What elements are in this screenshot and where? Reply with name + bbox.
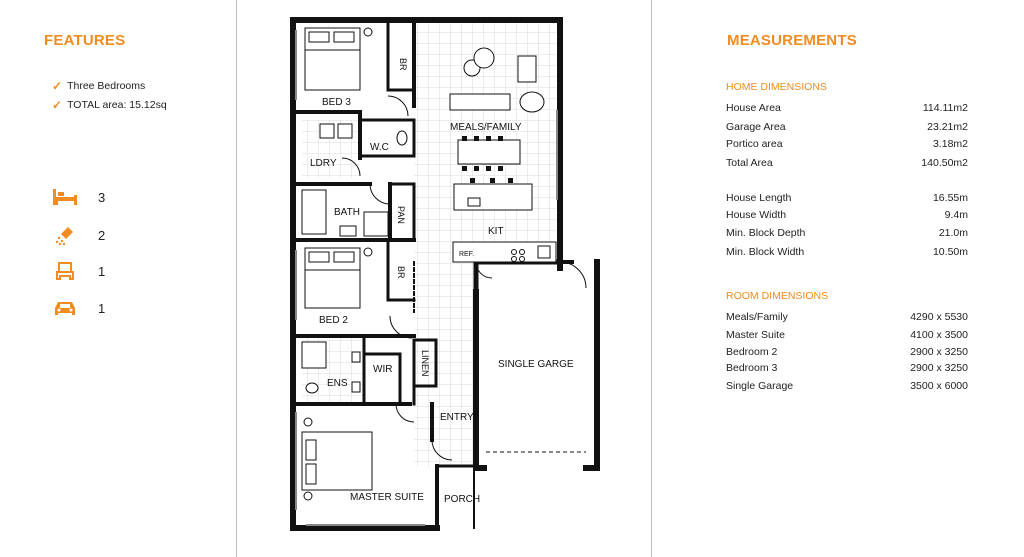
room-label-ref: REF. (459, 251, 475, 258)
right-divider (651, 0, 652, 557)
home-dimensions-heading: HOME DIMENSIONS (726, 81, 827, 93)
measurement-row: House Area 114.11m2 (726, 102, 968, 114)
room-label-br-top: BR (398, 58, 408, 71)
room-label-bath: BATH (334, 207, 360, 218)
room-dimensions-heading: ROOM DIMENSIONS (726, 290, 829, 302)
shower-icon (52, 224, 78, 246)
left-divider (236, 0, 237, 557)
kitchen-island (454, 184, 532, 210)
room-dimension-row: Bedroom 3 2900 x 3250 (726, 362, 968, 374)
room-dimension-row: Single Garage 3500 x 6000 (726, 380, 968, 392)
room-label-linen: LINEN (420, 350, 430, 377)
measurement-row: Portico area 3.18m2 (726, 138, 968, 150)
feature-item: ✓ TOTAL area: 15.12sq (52, 96, 167, 115)
room-label-br-mid: BR (396, 266, 406, 279)
stat-bathrooms: 2 (52, 224, 105, 246)
measurement-row: House Width 9.4m (726, 209, 968, 221)
room-label-master-suite: MASTER SUITE (350, 492, 424, 503)
room-label-single-garage: SINGLE GARGE (498, 359, 574, 370)
measurement-row: Min. Block Depth 21.0m (726, 227, 968, 239)
room-label-ens: ENS (327, 378, 348, 389)
room-dimension-row: Meals/Family 4290 x 5530 (726, 311, 968, 323)
features-list (52, 77, 167, 115)
check-icon: ✓ (52, 79, 63, 93)
measurements-title: MEASUREMENTS (727, 32, 857, 49)
room-label-wir: WIR (373, 364, 393, 375)
room-label-porch: PORCH (444, 494, 481, 505)
room-label-ldry: LDRY (310, 158, 337, 169)
room-label-bed3: BED 3 (322, 97, 351, 108)
room-label-bed2: BED 2 (319, 315, 348, 326)
room-label-wc: W.C (370, 142, 389, 153)
room-label-entry: ENTRY (440, 412, 474, 423)
lounge-chair-icon (52, 260, 78, 282)
room-dimension-row: Master Suite 4100 x 3500 (726, 329, 968, 341)
features-title: FEATURES (44, 32, 126, 49)
measurement-row: House Length 16.55m (726, 192, 968, 204)
bed-icon (52, 186, 78, 208)
stat-bedrooms: 3 (52, 186, 105, 208)
feature-item: ✓ Three Bedrooms (52, 77, 167, 96)
room-label-kit: KIT (488, 226, 504, 237)
room-dimension-row: Bedroom 2 2900 x 3250 (726, 346, 968, 358)
car-icon (52, 297, 78, 319)
stat-garage: 1 (52, 297, 105, 319)
measurement-row: Garage Area 23.21m2 (726, 121, 968, 133)
room-label-meals-family: MEALS/FAMILY (450, 122, 522, 133)
floor-plan (283, 12, 613, 532)
measurement-row: Total Area 140.50m2 (726, 157, 968, 169)
measurement-row: Min. Block Width 10.50m (726, 246, 968, 258)
room-label-pan: PAN (396, 206, 406, 224)
check-icon: ✓ (52, 98, 63, 112)
stat-living: 1 (52, 260, 105, 282)
